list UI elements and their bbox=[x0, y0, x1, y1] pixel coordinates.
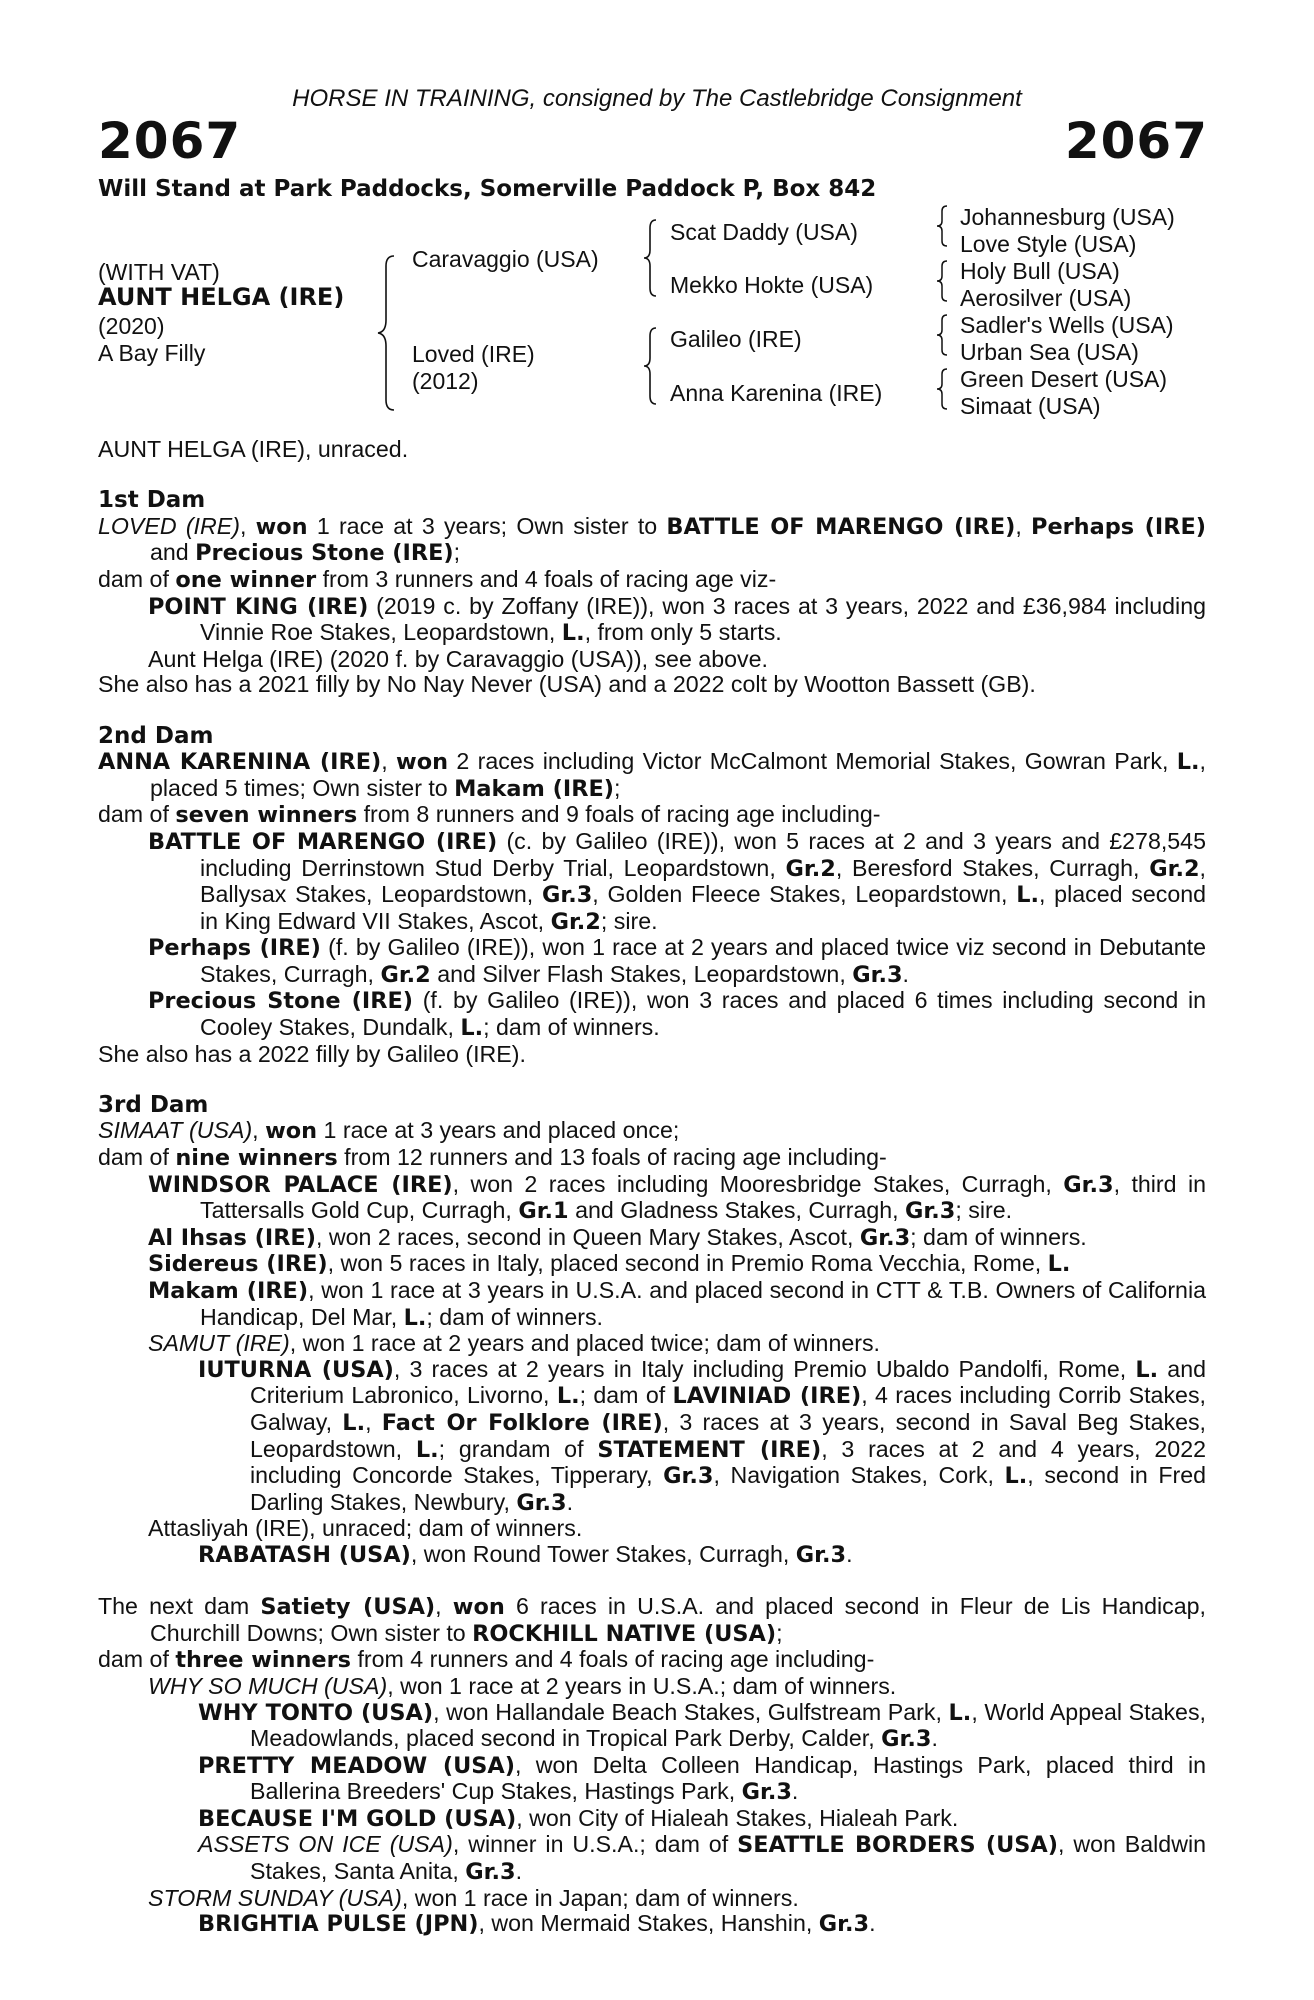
bold-run: L. bbox=[415, 1436, 439, 1463]
bold-run: Gr.3 bbox=[795, 1541, 847, 1568]
bold-run: Gr.3 bbox=[465, 1859, 516, 1886]
text-run: , won Mermaid Stakes, Hanshin, bbox=[478, 1910, 819, 1937]
text-run: The next dam bbox=[98, 1593, 261, 1620]
bold-run: L. bbox=[460, 1015, 484, 1042]
bold-run: L. bbox=[556, 1383, 580, 1410]
bold-run: L. bbox=[1047, 1251, 1071, 1278]
text-run: dam of bbox=[98, 1144, 176, 1171]
text-run: dam of bbox=[98, 565, 176, 592]
gen3-ancestor: Sadler's Wells (USA) bbox=[960, 312, 1174, 338]
text-run: 1 race at 3 years; Own sister to bbox=[307, 512, 667, 539]
text-run: ; dam of winners. bbox=[910, 1223, 1087, 1250]
text-run: , won 1 race at 2 years in U.S.A.; dam of winners. bbox=[387, 1672, 897, 1699]
bold-run: L. bbox=[561, 620, 585, 647]
bold-run: won bbox=[396, 749, 449, 776]
bold-run: L. bbox=[1016, 882, 1039, 909]
lot-number-right: 2067 bbox=[1064, 112, 1208, 170]
text-run: , 3 races at 3 years, second in Saval Beg Stakes, Leopardstown, bbox=[250, 1408, 1206, 1462]
pedigree-entry bbox=[98, 1674, 1206, 1700]
text-run: , won 5 races in Italy, placed second in Premio Roma Vecchia, Rome, bbox=[327, 1250, 1048, 1277]
text-run: , bbox=[239, 512, 256, 539]
text-run: She also has a 2021 filly by No Nay Never (USA) and a 2022 colt by Wootton Bassett (GB). bbox=[98, 671, 1036, 698]
summary-line: AUNT HELGA (IRE), unraced. bbox=[98, 436, 409, 462]
sire-brace bbox=[640, 218, 660, 298]
text-run: from 3 runners and 4 foals of racing age viz- bbox=[316, 565, 777, 592]
gen3-ancestor: Johannesburg (USA) bbox=[960, 204, 1175, 230]
text-run: ; grandam of bbox=[438, 1435, 598, 1462]
bold-run: BECAUSE I'M GOLD (USA) bbox=[198, 1805, 517, 1832]
text-run: , World Appeal Stakes, Meadowlands, placed second in Tropical Park Derby, Calder, bbox=[250, 1698, 1206, 1752]
bold-run: Gr.3 bbox=[881, 1726, 932, 1753]
bold-run: one winner bbox=[175, 566, 317, 593]
text-run: dam of bbox=[98, 801, 176, 828]
text-run: , won Baldwin Stakes, Santa Anita, bbox=[250, 1831, 1207, 1885]
bold-run: WHY TONTO (USA) bbox=[198, 1699, 434, 1726]
text-run: . bbox=[931, 1725, 938, 1752]
pedigree-entry bbox=[98, 1700, 1206, 1753]
gen3-brace-1 bbox=[934, 204, 950, 248]
bold-run: Gr.1 bbox=[518, 1198, 569, 1225]
gen3-ancestor: Green Desert (USA) bbox=[960, 366, 1168, 392]
text-run: . bbox=[902, 960, 909, 987]
pedigree-entry bbox=[98, 1647, 1206, 1674]
section-spacer bbox=[98, 1569, 1206, 1595]
text-run: , Beresford Stakes, Curragh, bbox=[835, 854, 1150, 881]
bold-run: Gr.2 bbox=[380, 961, 431, 988]
text-run: , won Hallandale Beach Stakes, Gulfstream Park, bbox=[433, 1698, 949, 1725]
text-run: , won 1 race at 3 years in U.S.A. and placed second in CTT & T.B. Owners of California Handicap, Del Mar, bbox=[200, 1277, 1206, 1330]
pedigree-entry bbox=[98, 647, 1206, 673]
text-run: . bbox=[566, 1488, 574, 1515]
text-run: (2019 c. by Zoffany (IRE)), won 3 races at 3 years, 2022 and £36,984 including Vinnie Roe Stakes, Leopardstown, bbox=[200, 592, 1206, 646]
text-run: , won Delta Colleen Handicap, Hastings Park, placed third in Ballerina Breeders' Cup Stakes, Hastings Park, bbox=[250, 1751, 1207, 1805]
horse-name: AUNT HELGA (IRE) bbox=[98, 283, 345, 311]
italic-run: ASSETS ON ICE (USA) bbox=[198, 1831, 453, 1858]
text-run: , winner in U.S.A.; dam of bbox=[452, 1831, 738, 1858]
pedigree-entry bbox=[98, 567, 1206, 594]
pedigree-entry bbox=[98, 1911, 1206, 1938]
gen3-brace-4 bbox=[934, 367, 950, 411]
bold-run: SEATTLE BORDERS (USA) bbox=[737, 1832, 1058, 1859]
text-run: , Navigation Stakes, Cork, bbox=[713, 1462, 1005, 1489]
pedigree-entry bbox=[98, 1832, 1206, 1885]
sire-sire: Scat Daddy (USA) bbox=[670, 219, 858, 245]
bold-run: Gr.3 bbox=[905, 1198, 956, 1225]
pedigree-entry bbox=[98, 672, 1206, 698]
bold-run: POINT KING (IRE) bbox=[148, 593, 369, 620]
lot-number-left: 2067 bbox=[98, 112, 242, 170]
bold-run: PRETTY MEADOW (USA) bbox=[198, 1752, 515, 1779]
bold-run: nine winners bbox=[175, 1145, 338, 1172]
pedigree-entry bbox=[98, 1118, 1206, 1145]
sire: Caravaggio (USA) bbox=[412, 246, 599, 272]
bold-run: Precious Stone (IRE) bbox=[195, 540, 454, 567]
pedigree-entry bbox=[98, 1886, 1206, 1912]
bold-run: Gr.3 bbox=[852, 961, 903, 988]
text-run: , bbox=[252, 1117, 266, 1144]
bold-run: Gr.3 bbox=[1063, 1171, 1114, 1198]
text-run: ; bbox=[614, 774, 621, 801]
gen3-brace-2 bbox=[934, 259, 950, 303]
bold-run: L. bbox=[1135, 1356, 1159, 1383]
pedigree-entry bbox=[98, 1172, 1206, 1225]
text-run: (f. by Galileo (IRE)), won 1 race at 2 years and placed twice viz second in Debutante Stakes, Curragh, bbox=[200, 934, 1206, 987]
vat-note: (WITH VAT) bbox=[98, 259, 220, 285]
bold-run: Gr.3 bbox=[663, 1463, 714, 1490]
gen3-ancestor: Urban Sea (USA) bbox=[960, 339, 1139, 365]
pedigree-entry bbox=[98, 1331, 1206, 1357]
section-heading: 1st Dam bbox=[98, 487, 206, 514]
bold-run: IUTURNA (USA) bbox=[198, 1356, 394, 1383]
text-run: from 12 runners and 13 foals of racing age including- bbox=[337, 1144, 887, 1171]
bold-run: L. bbox=[1176, 749, 1200, 776]
text-run: and Silver Flash Stakes, Leopardstown, bbox=[430, 960, 853, 987]
dam-year: (2012) bbox=[412, 368, 479, 394]
gen3-brace-3 bbox=[934, 313, 950, 357]
pedigree-entry bbox=[98, 1357, 1206, 1517]
pedigree-entry bbox=[98, 1542, 1206, 1569]
text-run: , won 1 race in Japan; dam of winners. bbox=[401, 1884, 799, 1911]
text-run: , from only 5 starts. bbox=[584, 619, 782, 646]
bold-run: Gr.3 bbox=[516, 1489, 567, 1516]
text-run: ; bbox=[453, 539, 461, 566]
pedigree-entry bbox=[98, 1251, 1206, 1278]
text-run: Aunt Helga (IRE) (2020 f. by Caravaggio (USA)), see above. bbox=[148, 645, 768, 672]
bold-run: Gr.2 bbox=[550, 908, 601, 935]
text-run: , won 1 race at 2 years and placed twice; dam of winners. bbox=[289, 1330, 880, 1357]
text-run: ; sire. bbox=[955, 1197, 1013, 1224]
pedigree-entry bbox=[98, 1516, 1206, 1542]
text-run: , 3 races at 2 and 4 years, 2022 including Concorde Stakes, Tipperary, bbox=[250, 1435, 1206, 1489]
pedigree-entry bbox=[98, 1042, 1206, 1068]
text-run: from 4 runners and 4 foals of racing age including- bbox=[351, 1646, 875, 1673]
text-run: from 8 runners and 9 foals of racing age including- bbox=[357, 801, 881, 828]
text-run: dam of bbox=[98, 1646, 176, 1673]
bold-run: Gr.2 bbox=[1149, 855, 1200, 882]
bold-run: Gr.3 bbox=[541, 882, 593, 909]
bold-run: BATTLE OF MARENGO (IRE) bbox=[148, 828, 498, 855]
pedigree-entry bbox=[98, 1225, 1206, 1252]
bold-run: Al Ihsas (IRE) bbox=[148, 1224, 316, 1251]
bold-run: L. bbox=[342, 1409, 366, 1436]
bold-run: BRIGHTIA PULSE (JPN) bbox=[198, 1911, 479, 1938]
section-spacer bbox=[98, 698, 1206, 724]
gen3-ancestor: Simaat (USA) bbox=[960, 393, 1101, 419]
section-spacer bbox=[98, 463, 1206, 489]
bold-run: won bbox=[452, 1594, 505, 1621]
text-run: , Ballysax Stakes, Leopardstown, bbox=[200, 854, 1206, 908]
bold-run: ROCKHILL NATIVE (USA) bbox=[472, 1620, 777, 1647]
pedigree-entry bbox=[98, 514, 1206, 567]
text-run: , second in Fred Darling Stakes, Newbury, bbox=[250, 1462, 1206, 1515]
bold-run: L. bbox=[1004, 1463, 1028, 1490]
text-run: and bbox=[150, 539, 196, 566]
bold-run: Precious Stone (IRE) bbox=[148, 988, 413, 1015]
bold-run: seven winners bbox=[175, 802, 358, 829]
text-run: , bbox=[1015, 512, 1032, 539]
italic-run: WHY SO MUCH (USA) bbox=[148, 1672, 388, 1699]
gen3-ancestor: Aerosilver (USA) bbox=[960, 285, 1132, 311]
bold-run: L. bbox=[403, 1304, 427, 1331]
text-run: ; dam of winners. bbox=[483, 1014, 660, 1041]
bold-run: Perhaps (IRE) bbox=[148, 935, 321, 962]
text-run: . bbox=[515, 1858, 523, 1885]
horse-year: (2020) bbox=[98, 313, 165, 339]
bold-run: L. bbox=[948, 1699, 972, 1726]
section-spacer bbox=[98, 1067, 1206, 1093]
pedigree-entry bbox=[98, 1278, 1206, 1331]
horse-description: A Bay Filly bbox=[98, 340, 206, 366]
text-run: Attasliyah (IRE), unraced; dam of winners. bbox=[148, 1515, 583, 1542]
italic-run: LOVED (IRE) bbox=[98, 512, 240, 539]
text-run: 1 race at 3 years and placed once; bbox=[317, 1117, 680, 1144]
dam-dam: Anna Karenina (IRE) bbox=[670, 380, 883, 406]
bold-run: Fact Or Folklore (IRE) bbox=[381, 1409, 663, 1436]
italic-run: SIMAAT (USA) bbox=[98, 1117, 253, 1144]
consignor-line: HORSE IN TRAINING, consigned by The Castlebridge Consignment bbox=[292, 85, 1022, 112]
text-run: 6 races in U.S.A. and placed second in Fleur de Lis Handicap, Churchill Downs; Own sister to bbox=[150, 1593, 1206, 1646]
pedigree-entry bbox=[98, 749, 1206, 802]
dam: Loved (IRE) bbox=[412, 341, 535, 367]
text-run: . bbox=[791, 1778, 799, 1805]
pedigree-entry bbox=[98, 1753, 1206, 1806]
pedigree-entry bbox=[98, 988, 1206, 1041]
italic-run: SAMUT (IRE) bbox=[148, 1330, 290, 1357]
bold-run: BATTLE OF MARENGO (IRE) bbox=[666, 513, 1016, 540]
pedigree-entry bbox=[98, 1145, 1206, 1172]
bold-run: WINDSOR PALACE (IRE) bbox=[148, 1171, 453, 1198]
pedigree-entry bbox=[98, 829, 1206, 935]
bold-run: Makam (IRE) bbox=[148, 1278, 309, 1304]
text-run: . bbox=[869, 1910, 876, 1937]
text-run: , won City of Hialeah Stakes, Hialeah Park. bbox=[516, 1804, 959, 1831]
text-run: , won Round Tower Stakes, Curragh, bbox=[410, 1540, 796, 1567]
pedigree-entry bbox=[98, 594, 1206, 647]
text-run: , bbox=[381, 748, 397, 775]
italic-run: STORM SUNDAY (USA) bbox=[148, 1884, 402, 1911]
bold-run: Gr.3 bbox=[859, 1224, 911, 1251]
text-run: , placed second in King Edward VII Stakes, Ascot, bbox=[200, 881, 1207, 934]
text-run: , placed 5 times; Own sister to bbox=[150, 748, 1206, 801]
text-run: She also has a 2022 filly by Galileo (IRE). bbox=[98, 1040, 526, 1067]
pedigree-entry bbox=[98, 1594, 1206, 1647]
pedigree-entry bbox=[98, 1806, 1206, 1833]
gen3-ancestor: Holy Bull (USA) bbox=[960, 258, 1120, 284]
bold-run: STATEMENT (IRE) bbox=[597, 1436, 822, 1463]
bold-run: Gr.2 bbox=[785, 855, 836, 882]
sire-dam-brace bbox=[374, 254, 398, 412]
section-heading: 2nd Dam bbox=[98, 722, 214, 749]
text-run: , bbox=[365, 1408, 382, 1435]
section-heading: 3rd Dam bbox=[98, 1091, 209, 1118]
text-run: (f. by Galileo (IRE)), won 3 races and placed 6 times including second in Cooley Stakes, Dundalk, bbox=[200, 987, 1207, 1041]
gen3-ancestor: Love Style (USA) bbox=[960, 231, 1137, 257]
bold-run: LAVINIAD (IRE) bbox=[672, 1383, 862, 1410]
stand-location: Will Stand at Park Paddocks, Somerville Paddock P, Box 842 bbox=[98, 176, 877, 202]
text-run: 2 races including Victor McCalmont Memorial Stakes, Gowran Park, bbox=[448, 748, 1177, 775]
text-run: , bbox=[435, 1593, 453, 1620]
text-run: , won 2 races, second in Queen Mary Stakes, Ascot, bbox=[315, 1223, 860, 1250]
bold-run: Makam (IRE) bbox=[454, 775, 614, 802]
pedigree-entry bbox=[98, 802, 1206, 829]
text-run: ; dam of bbox=[579, 1382, 673, 1409]
dam-sire: Galileo (IRE) bbox=[670, 326, 802, 352]
text-run: , Golden Fleece Stakes, Leopardstown, bbox=[592, 881, 1017, 908]
bold-run: ANNA KARENINA (IRE) bbox=[98, 749, 382, 776]
text-run: ; dam of winners. bbox=[426, 1303, 603, 1330]
text-run: . bbox=[846, 1540, 853, 1567]
bold-run: three winners bbox=[175, 1647, 351, 1674]
sire-dam: Mekko Hokte (USA) bbox=[670, 272, 874, 298]
text-run: ; bbox=[776, 1619, 783, 1646]
bold-run: Perhaps (IRE) bbox=[1031, 513, 1206, 540]
bold-run: Satiety (USA) bbox=[260, 1594, 436, 1621]
dam-brace bbox=[640, 326, 660, 406]
catalogue-body bbox=[98, 437, 1206, 1938]
text-run: , won 2 races including Mooresbridge Stakes, Curragh, bbox=[452, 1170, 1064, 1197]
text-run: , third in Tattersalls Gold Cup, Curragh, bbox=[200, 1170, 1206, 1224]
bold-run: won bbox=[255, 513, 308, 540]
bold-run: Gr.3 bbox=[818, 1911, 870, 1938]
pedigree-entry bbox=[98, 935, 1206, 988]
text-run: (c. by Galileo (IRE)), won 5 races at 2 and 3 years and £278,545 including Derrinstown Stud Derby Trial, Leopardstown, bbox=[200, 827, 1206, 881]
text-run: ; sire. bbox=[600, 907, 658, 934]
bold-run: won bbox=[265, 1118, 318, 1145]
bold-run: Sidereus (IRE) bbox=[148, 1251, 328, 1278]
text-run: and Criterium Labronico, Livorno, bbox=[250, 1355, 1206, 1409]
text-run: and Gladness Stakes, Curragh, bbox=[568, 1197, 906, 1224]
text-run: , 3 races at 2 years in Italy including Premio Ubaldo Pandolfi, Rome, bbox=[393, 1355, 1136, 1382]
bold-run: Gr.3 bbox=[741, 1779, 792, 1806]
text-run: , 4 races including Corrib Stakes, Galway, bbox=[250, 1382, 1206, 1435]
bold-run: RABATASH (USA) bbox=[198, 1541, 411, 1568]
